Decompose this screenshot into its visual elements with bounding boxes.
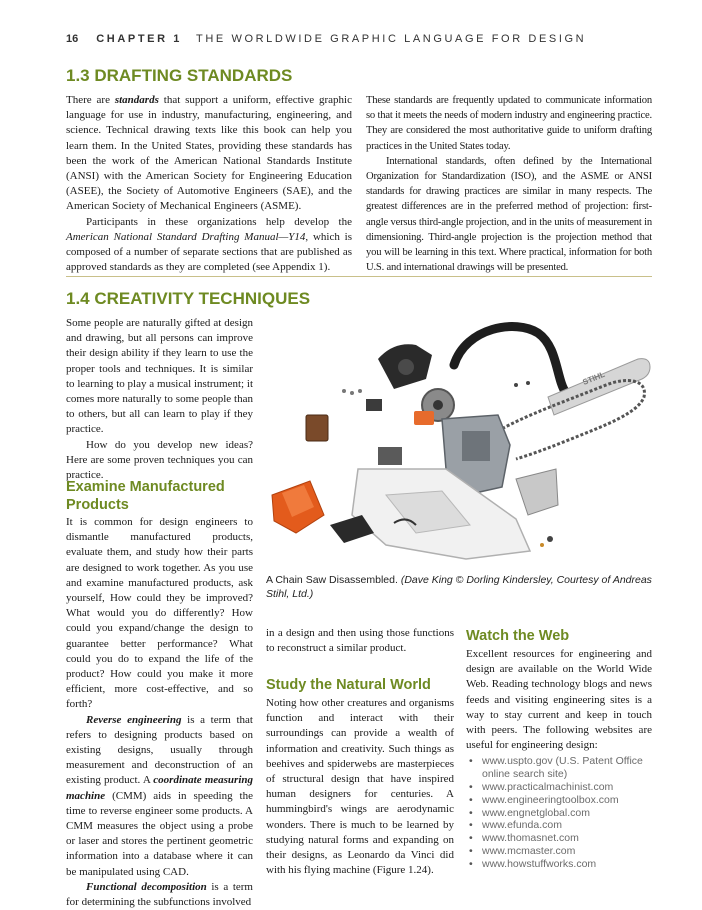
study-nature-body: Noting how other creatures and organisms function and interact with their surroundings can provide a wealth of information and creativity. Such things as beehives and spiderwebs are masterpieces of structural design that have inspired human designers for centuries. A hummingbird's wings are aerodynamic wonders. There is much to be learned by studying natural forms and expanding on their designs, as Leonardo da Vinci did with his flying machine (Figure 1.24). <box>266 697 454 877</box>
chainsaw-illustration <box>266 319 652 563</box>
figure-caption <box>266 573 652 601</box>
website-link[interactable]: • www.efunda.com <box>466 819 652 832</box>
handle-part <box>454 327 566 393</box>
subheading-examine-products: Examine Manufactured Products <box>66 479 225 513</box>
drafting-standards-col2 <box>366 93 652 275</box>
section-divider <box>66 276 652 277</box>
cylinder-part <box>462 431 490 461</box>
creativity-intro <box>66 316 253 483</box>
muffler-part <box>306 415 328 441</box>
chapter-title: THE WORLDWIDE GRAPHIC LANGUAGE FOR DESIGN <box>196 33 587 45</box>
paragraph: Participants in these organizations help develop the American National Standard Drafting Manual—Y14, which is composed of a number of separate sections that are published as approved standards as they are completed (see Appendix 1). <box>66 215 352 274</box>
section-heading-drafting-standards: 1.3 DRAFTING STANDARDS <box>66 66 293 85</box>
website-link[interactable]: • www.engineeringtoolbox.com <box>466 794 652 807</box>
running-head <box>66 33 586 45</box>
paragraph: There are standards that support a uniform, effective graphic language for use in industry, manufacturing, engineering, and science. Technical drawing texts like this book can help you learn them. In the United States, providing these standards has been the work of the American National Standards Institute (ANSI) with the American Society for Engineering Education (ASEE), the Society of Automotive Engineers (SAE), and the American Society of Mechanical Engineers (ASME). <box>66 94 352 213</box>
paragraph: It is common for design engineers to dismantle manufactured products, evaluate them, and study how their parts are designed to work together. As you use and examine manufactured products, ask yourself, How could they be improved? What would you do differently? How could you expand/change the design to guarantee better performance? What could you do to expand the life of the product? How could you make it more efficient, more cost-effective, and so forth? <box>66 516 253 711</box>
paragraph: International standards, often defined by the International Organization for Standardization (ISO), and the ASME or ANSI standards for drawing practices are similar in many respects. The greatest differences are in the preferred method of projection: first-angle versus third-angle projection, and in the units of measurement in dimensioning. Third-angle projection is the projection method that you will be learning in this text. Where practical, information for both U.S. and international drawings will be presented. <box>366 155 652 274</box>
paragraph: How do you develop new ideas? Here are some proven techniques you can practice. <box>66 438 253 482</box>
sprocket-cover-part <box>516 469 558 515</box>
website-link[interactable]: • www.engnetglobal.com <box>466 807 652 820</box>
website-link[interactable]: • www.howstuffworks.com <box>466 858 652 871</box>
paragraph: These standards are frequently updated to communicate information so that it meets the needs of modern industry and engineering practice. They are considered the most authoritative guide to uniform drafting practices in the United States today. <box>366 95 652 152</box>
examine-products-continued: in a design and then using those functions to reconstruct a similar product. <box>266 627 454 655</box>
paragraph: Reverse engineering is a term that refers to designing products based on existing designs, usually through measurement and deconstruction of an existing product. A coordinate measuring machine (CMM) aids in speeding the time to reverse engineer some products. A CMM measures the object using a probe or laser and stores the pertinent geometric information into a database where it can be manipulated using CAD. <box>66 713 253 878</box>
chapter-label: CHAPTER 1 <box>96 33 182 45</box>
starter-pulley-part <box>398 359 414 375</box>
caption-credit: (Dave King © Dorling Kindersley, Courtesy of Andreas Stihl, Ltd.) <box>266 574 652 600</box>
paragraph: Excellent resources for engineering and design are available on the World Wide Web. Reading technology blogs and news feeds and visiting engineering sites is a way to stay current and keep in touch with peers. The following websites are useful for engineering design: <box>466 648 652 752</box>
chainsaw-photo <box>266 319 652 563</box>
air-filter-part <box>414 411 434 425</box>
subheading-watch-web: Watch the Web <box>466 628 570 644</box>
caption-title: A Chain Saw Disassembled. <box>266 574 398 586</box>
watch-web-section <box>466 647 652 871</box>
small-part <box>366 399 382 411</box>
website-link[interactable]: • www.uspto.gov (U.S. Patent Office online search site) <box>466 755 652 781</box>
examine-products-body <box>66 515 253 910</box>
paragraph: Some people are naturally gifted at design and drawing, but all persons can improve their design ability if they learn to use the proper tools and techniques. It is similar to learning to play a musical instrument; it comes more naturally to some people than to others, but all can learn to play if they practice. <box>66 317 253 436</box>
section-heading-creativity: 1.4 CREATIVITY TECHNIQUES <box>66 289 311 308</box>
drafting-standards-col1 <box>66 93 352 275</box>
subheading-study-nature: Study the Natural World <box>266 677 431 693</box>
page-number: 16 <box>66 33 79 45</box>
brand-label: STIHL <box>581 369 607 387</box>
website-link[interactable]: • www.practicalmachinist.com <box>466 781 652 794</box>
website-link[interactable]: • www.thomasnet.com <box>466 832 652 845</box>
website-list <box>466 755 652 870</box>
paragraph: Functional decomposition is a term for determining the subfunctions involved <box>66 880 253 909</box>
carburetor-part <box>378 447 402 465</box>
website-link[interactable]: • www.mcmaster.com <box>466 845 652 858</box>
